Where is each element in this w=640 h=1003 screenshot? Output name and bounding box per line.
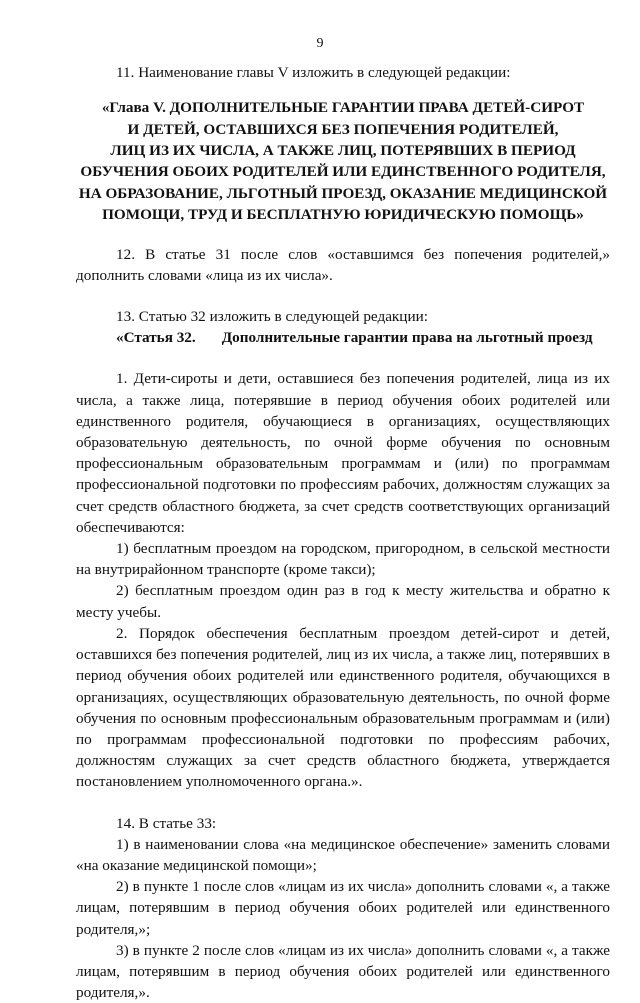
article-subitem-1: 1) бесплатным проездом на городском, пригородном, в сельской местности на внутрирайонном транспорте (кроме такси); — [76, 540, 610, 579]
item-12: 12. В статье 31 после слов «оставшимся без попечения родителей,» дополнить словами «лица из их числа». — [76, 245, 610, 284]
article-label: «Статья 32. — [116, 329, 196, 347]
item-14: 14. В статье 33: — [116, 814, 217, 832]
chapter-heading — [76, 97, 610, 225]
page-number: 9 — [316, 36, 324, 51]
article-title: Дополнительные гарантии права на льготный проезд — [221, 329, 593, 347]
article-heading — [76, 327, 610, 348]
item-11: 11. Наименование главы V изложить в следующей редакции: — [116, 64, 511, 81]
article-paragraph-2: 2. Порядок обеспечения бесплатным проездом детей-сирот и детей, оставшихся без попечения родителей, лиц из их числа, а также лиц, потерявших в период обучения обоих родителей или единственного родителя, обучающихся в организациях, осуществляющих образовательную деятельность, по очной форме обучения по основным профессиональным образовательным программам и (или) по программам профессиональной подготовки по профессиям рабочих, должностям служащих за счет средств областного бюджета, утверждается постановлением уполномоченного органа.». — [76, 624, 610, 791]
chapter-heading-line: ОБУЧЕНИЯ ОБОИХ РОДИТЕЛЕЙ ИЛИ ЕДИНСТВЕННОГО РОДИТЕЛЯ, — [80, 163, 606, 181]
item-14-subitem-2: 2) в пункте 1 после слов «лицам из их числа» дополнить словами «, а также лицам, потерявшим в период обучения обоих родителей или единственного родителя,»; — [76, 878, 610, 938]
document-body — [76, 62, 610, 1003]
chapter-heading-line: ЛИЦ ИЗ ИХ ЧИСЛА, А ТАКЖЕ ЛИЦ, ПОТЕРЯВШИХ В ПЕРИОД — [110, 142, 576, 160]
chapter-heading-line: «Глава V. ДОПОЛНИТЕЛЬНЫЕ ГАРАНТИИ ПРАВА ДЕТЕЙ-СИРОТ — [101, 99, 585, 117]
article-subitem-2: 2) бесплатным проездом один раз в год к месту жительства и обратно к месту учебы. — [76, 582, 610, 621]
chapter-heading-line: И ДЕТЕЙ, ОСТАВШИХСЯ БЕЗ ПОПЕЧЕНИЯ РОДИТЕЛЕЙ, — [127, 120, 559, 138]
item-14-subitem-3: 3) в пункте 2 после слов «лицам из их числа» дополнить словами «, а также лицам, потерявшим в период обучения обоих родителей или единственного родителя,». — [76, 941, 610, 1002]
item-14-subitem-1: 1) в наименовании слова «на медицинское обеспечение» заменить словами «на оказание медицинской помощи»; — [76, 835, 610, 874]
chapter-heading-line: ПОМОЩИ, ТРУД И БЕСПЛАТНУЮ ЮРИДИЧЕСКУЮ ПОМОЩЬ» — [102, 206, 584, 224]
article-paragraph-1: 1. Дети-сироты и дети, оставшиеся без попечения родителей, лица из их числа, а также лица, потерявшие в период обучения обоих родителей или единственного родителя, обучающиеся в организациях, осуществляющих образовательную деятельность, по очной форме обучения по основным профессиональным образовательным программам и (или) по программам профессиональной подготовки по профессиям рабочих, должностям служащих за счет средств областного бюджета, за счет средств соответствующих организаций обеспечиваются: — [76, 370, 610, 536]
chapter-heading-line: НА ОБРАЗОВАНИЕ, ЛЬГОТНЫЙ ПРОЕЗД, ОКАЗАНИЕ МЕДИЦИНСКОЙ — [78, 184, 608, 202]
item-13: 13. Статью 32 изложить в следующей редакции: — [116, 308, 428, 326]
